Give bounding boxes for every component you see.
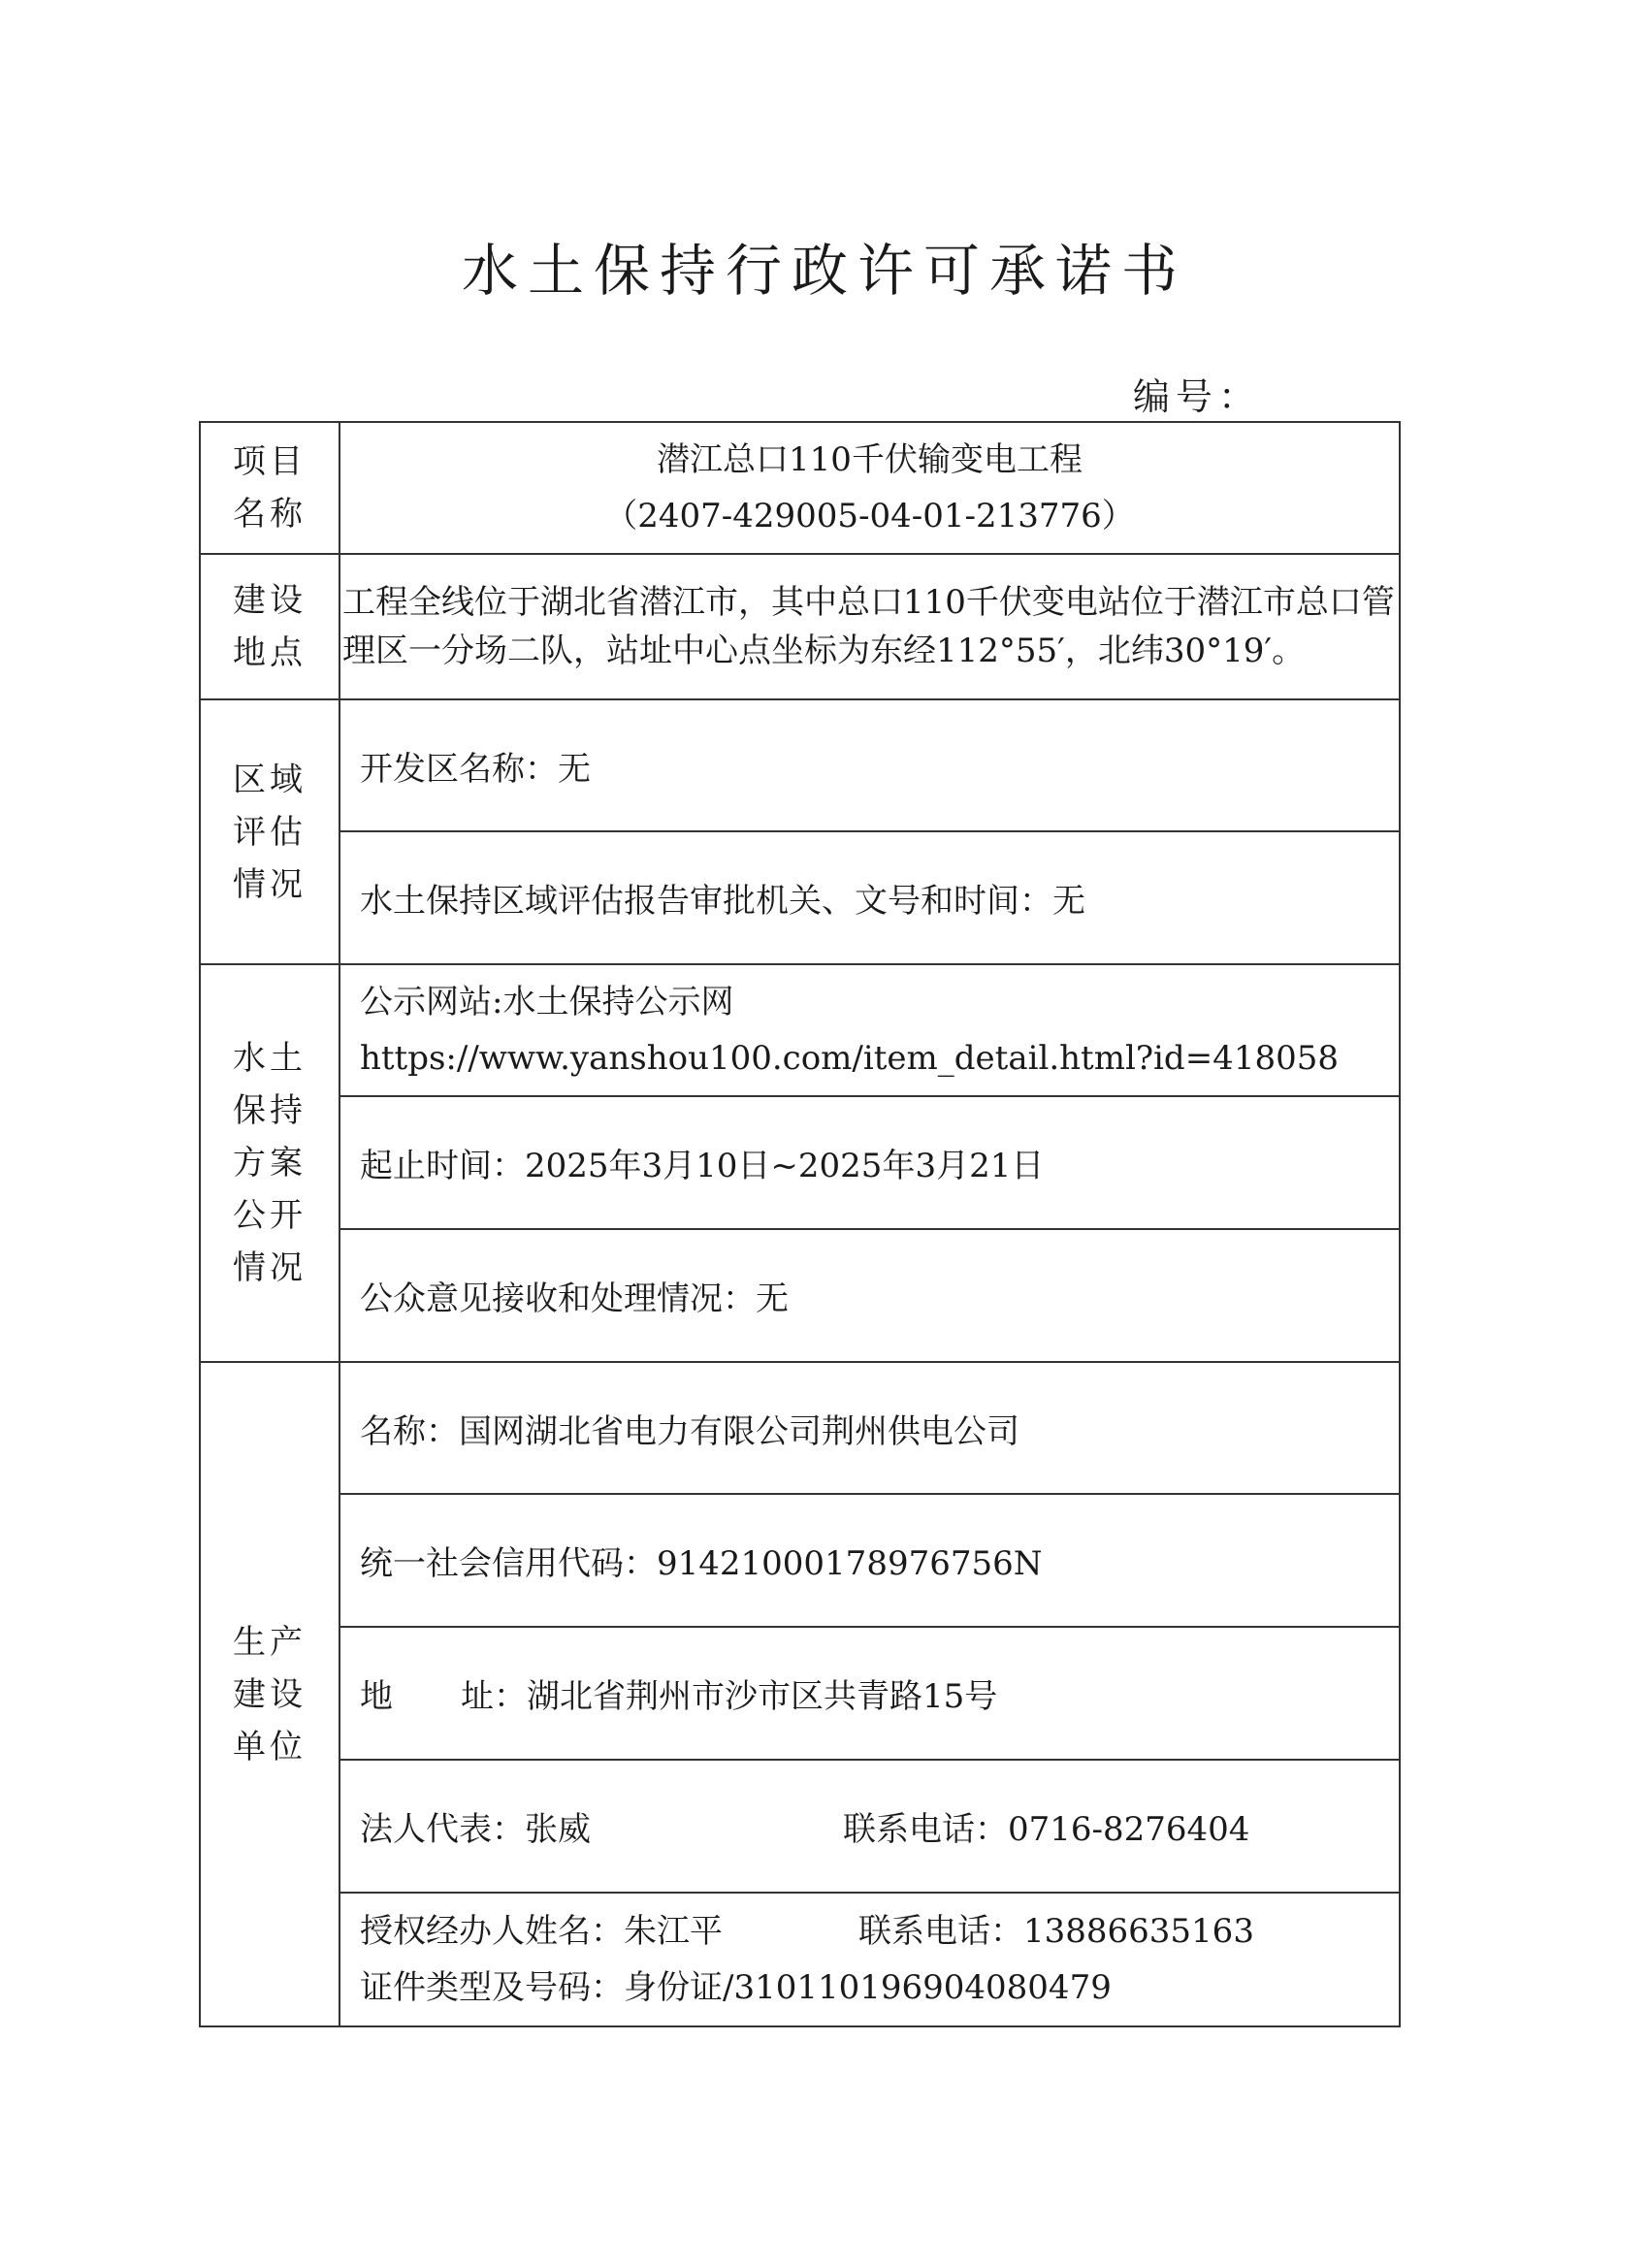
row-location bbox=[200, 554, 1400, 699]
legal-phone: 联系电话：0716-8276404 bbox=[843, 1810, 1250, 1849]
project-name: 潜江总口110千伏输变电工程 bbox=[657, 440, 1083, 479]
unit-name: 名称：国网湖北省电力有限公司荆州供电公司 bbox=[340, 1362, 1400, 1494]
agent-id: 证件类型及号码：身份证/310110196904080479 bbox=[360, 1968, 1112, 2007]
unit-address: 地 址：湖北省荆州市沙市区共青路15号 bbox=[340, 1627, 1400, 1760]
project-code: （2407-429005-04-01-213776） bbox=[604, 497, 1135, 535]
public-opinions: 公众意见接收和处理情况：无 bbox=[340, 1229, 1400, 1362]
label-regional-assessment: 区域 评估 情况 bbox=[200, 699, 340, 964]
serial-number-label: 编号： bbox=[1133, 375, 1262, 418]
row-credit-code bbox=[200, 1494, 1400, 1627]
regional-approval: 水土保持区域评估报告审批机关、文号和时间：无 bbox=[340, 831, 1400, 964]
label-project-name: 项目 名称 bbox=[200, 422, 340, 554]
agent-cell bbox=[340, 1893, 1400, 2026]
row-unit-name bbox=[200, 1362, 1400, 1494]
label-location: 建设 地点 bbox=[200, 554, 340, 699]
disclosure-site: 公示网站:水土保持公示网 bbox=[360, 983, 734, 1021]
row-project-name bbox=[200, 422, 1400, 554]
document-title: 水土保持行政许可承诺书 bbox=[461, 238, 1187, 304]
disclosure-url[interactable]: https://www.yanshou100.com/item_detail.html?id=418058 bbox=[360, 1039, 1339, 1078]
row-disclosure-site bbox=[200, 964, 1400, 1096]
disclosure-site-cell bbox=[340, 964, 1400, 1096]
disclosure-period: 起止时间：2025年3月10日~2025年3月21日 bbox=[340, 1096, 1400, 1229]
label-plan-disclosure: 水土 保持 方案 公开 情况 bbox=[200, 964, 340, 1362]
commitment-form-table bbox=[199, 421, 1401, 2027]
legal-rep-cell bbox=[340, 1760, 1400, 1893]
location-text: 工程全线位于湖北省潜江市，其中总口110千伏变电站位于潜江市总口管理区一分场二队，站址中心点坐标为东经112°55′，北纬30°19′。 bbox=[340, 554, 1400, 699]
legal-representative: 法人代表：张威 bbox=[360, 1810, 591, 1849]
agent-name: 授权经办人姓名：朱江平 bbox=[360, 1912, 723, 1951]
agent-phone: 联系电话：13886635163 bbox=[858, 1912, 1254, 1951]
row-disclosure-period bbox=[200, 1096, 1400, 1229]
row-regional-approval bbox=[200, 831, 1400, 964]
credit-code: 统一社会信用代码：91421000178976756N bbox=[340, 1494, 1400, 1627]
row-agent bbox=[200, 1893, 1400, 2026]
label-construction-unit: 生产 建设 单位 bbox=[200, 1362, 340, 2026]
row-regional-zone bbox=[200, 699, 1400, 831]
development-zone-name: 开发区名称：无 bbox=[340, 699, 1400, 831]
row-address bbox=[200, 1627, 1400, 1760]
project-name-cell bbox=[340, 422, 1400, 554]
row-legal-rep bbox=[200, 1760, 1400, 1893]
row-disclosure-opinions bbox=[200, 1229, 1400, 1362]
